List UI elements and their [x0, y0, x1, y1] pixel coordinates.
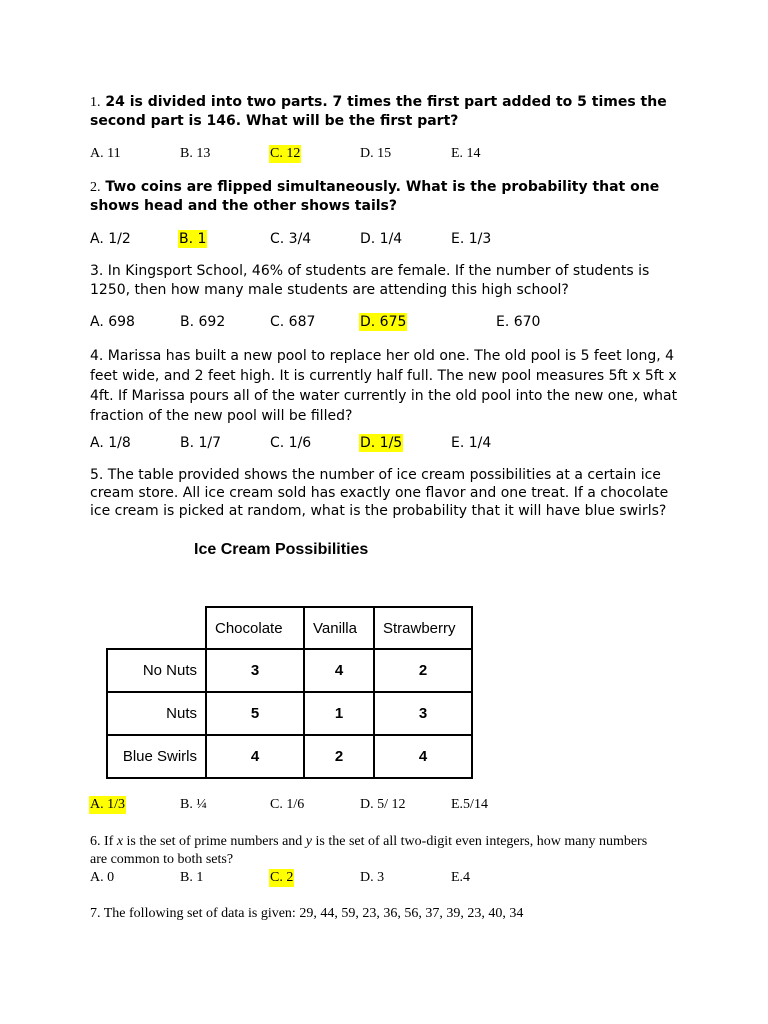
q1-option-b[interactable]: B. 13 [180, 146, 211, 161]
variable-x: x [116, 834, 124, 849]
row-header-blue-swirls: Blue Swirls [107, 735, 206, 778]
variable-y: y [305, 834, 313, 849]
row-header-no-nuts: No Nuts [107, 649, 206, 692]
question-2-text [90, 178, 690, 216]
table-cell: 3 [374, 692, 472, 735]
question-1-body: 24 is divided into two parts. 7 times the first part added to 5 times the second part is 146. What will be the first part? [90, 94, 667, 129]
q3-option-c[interactable]: C. 687 [270, 314, 316, 330]
q2-option-b-highlighted[interactable]: B. 1 [179, 231, 207, 247]
column-header-vanilla: Vanilla [304, 607, 374, 649]
q5-option-c[interactable]: C. 1/6 [270, 797, 305, 812]
q5-option-a-highlighted[interactable]: A. 1/3 [90, 797, 125, 812]
question-2-body: Two coins are flipped simultaneously. What is the probability that one shows head and the other shows tails? [90, 179, 660, 214]
column-header-chocolate: Chocolate [206, 607, 304, 649]
q1-option-d[interactable]: D. 15 [360, 146, 392, 161]
q4-option-c[interactable]: C. 1/6 [270, 435, 312, 451]
q1-option-c-highlighted[interactable]: C. 12 [270, 146, 301, 161]
q4-option-d-highlighted[interactable]: D. 1/5 [360, 435, 403, 451]
table-cell: 4 [374, 735, 472, 778]
q4-option-b[interactable]: B. 1/7 [180, 435, 222, 451]
table-row [107, 692, 472, 735]
q3-option-a[interactable]: A. 698 [90, 314, 135, 330]
q6-option-e[interactable]: E.4 [451, 870, 471, 885]
table-cell: 1 [304, 692, 374, 735]
table-cell: 4 [206, 735, 304, 778]
q2-option-e[interactable]: E. 1/3 [451, 231, 492, 247]
question-5-text: 5. The table provided shows the number of ice cream possibilities at a certain ice cream store. All ice cream sold has exactly one flavor and one treat. If a chocolate ice cream is picked at random, what is the probability that it will have blue swirls? [90, 467, 669, 519]
table-cell: 3 [206, 649, 304, 692]
q6-option-a[interactable]: A. 0 [90, 870, 115, 885]
table-corner-cell [107, 607, 206, 649]
table-row [107, 735, 472, 778]
table-cell: 5 [206, 692, 304, 735]
q5-option-d[interactable]: D. 5/ 12 [360, 797, 406, 812]
row-header-nuts: Nuts [107, 692, 206, 735]
question-3-text: 3. In Kingsport School, 46% of students are female. If the number of students is 1250, then how many male students are attending this high school? [90, 263, 650, 298]
q6-option-b[interactable]: B. 1 [180, 870, 204, 885]
q6-option-d[interactable]: D. 3 [360, 870, 385, 885]
q4-option-e[interactable]: E. 1/4 [451, 435, 492, 451]
table-cell: 4 [304, 649, 374, 692]
q3-option-d-highlighted[interactable]: D. 675 [360, 314, 407, 330]
q6-option-c-highlighted[interactable]: C. 2 [270, 870, 294, 885]
q3-option-e[interactable]: E. 670 [496, 314, 541, 330]
q3-option-b[interactable]: B. 692 [180, 314, 226, 330]
q2-option-d[interactable]: D. 1/4 [360, 231, 403, 247]
column-header-strawberry: Strawberry [374, 607, 472, 649]
table-cell: 2 [374, 649, 472, 692]
q1-option-e[interactable]: E. 14 [451, 146, 481, 161]
q4-option-a[interactable]: A. 1/8 [90, 435, 131, 451]
table-header-row [107, 607, 472, 649]
table-row [107, 649, 472, 692]
q1-option-a[interactable]: A. 11 [90, 146, 121, 161]
q2-option-c[interactable]: C. 3/4 [270, 231, 312, 247]
question-7-text: 7. The following set of data is given: 29, 44, 59, 23, 36, 56, 37, 39, 23, 40, 34 [90, 906, 524, 921]
question-1-text [90, 93, 690, 131]
question-6-text: 6. If x is the set of prime numbers and y is the set of all two-digit even integers, how many numbers are common to both sets? [90, 834, 648, 867]
question-4-text: 4. Marissa has built a new pool to replace her old one. The old pool is 5 feet long, 4 feet wide, and 2 feet high. It is currently half full. The new pool measures 5ft x 5ft x 4ft. If Marissa pours all of the water currently in the old pool into the new one, what fraction of the new pool will be filled? [90, 348, 678, 424]
q5-option-b[interactable]: B. ¼ [180, 797, 207, 812]
question-2-number: 2. [90, 180, 101, 195]
table-cell: 2 [304, 735, 374, 778]
ice-cream-table [106, 606, 473, 779]
q5-option-e[interactable]: E.5/14 [451, 797, 488, 812]
table-title: Ice Cream Possibilities [194, 541, 369, 558]
q2-option-a[interactable]: A. 1/2 [90, 231, 131, 247]
question-1-number: 1. [90, 95, 101, 110]
